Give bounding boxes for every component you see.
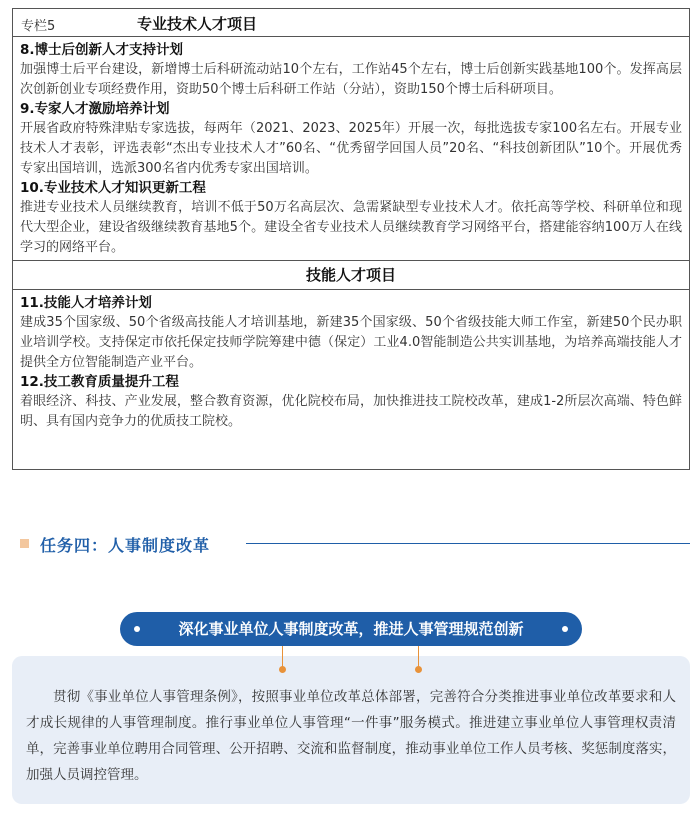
divider: [246, 543, 690, 544]
task-title: 任务四：人事制度改革: [40, 536, 211, 555]
skill-section-title: 技能人才项目: [13, 260, 689, 290]
item-body: 推进专业技术人员继续教育，培训不低于50万名高层次、急需紧缺型专业技术人才。依托高等学校、科研单位和现代大型企业，建设省级继续教育基地5个。建设全省专业技术人员继续教育学习网络平台，搭建能容纳100万人在线学习的网络平台。: [20, 200, 682, 255]
item-body: 开展省政府特殊津贴专家选拔，每两年（2021、2023、2025年）开展一次，每批选拔专家100名左右。开展专业技术人才表彰，评选表彰“杰出专业技术人才”60名、“优秀留学回国人员”20名、“科技创新团队”10个。开展优秀专家出国培训，选派300名省内优秀专家出国培训。: [20, 121, 682, 176]
list-item: [20, 41, 682, 100]
list-item: [20, 373, 682, 432]
task-heading: [20, 531, 690, 557]
list-item: [20, 179, 682, 258]
list-item: [20, 294, 682, 373]
dot-icon: [134, 626, 140, 632]
item-body: 着眼经济、科技、产业发展，整合教育资源，优化院校布局，加快推进技工院校改革，建成1-2所层次高端、特色鲜明、具有国内竞争力的优质技工院校。: [20, 394, 682, 429]
item-heading: 8.博士后创新人才支持计划: [20, 42, 184, 58]
panel-header: [13, 9, 689, 37]
connector-line: [418, 646, 419, 668]
banner-text: 深化事业单位人事制度改革，推进人事管理规范创新: [178, 620, 524, 638]
item-heading: 11.技能人才培养计划: [20, 295, 152, 311]
panel-title: 专业技术人才项目: [137, 15, 258, 33]
item-body: 建成35个国家级、50个省级高技能人才培训基地，新建35个国家级、50个省级技能大师工作室，新建50个民办职业培训学校。支持保定市依托保定技师学院筹建中德（保定）工业4.0智能制造公共实训基地，为培养高端技能人才提供全方位智能制造产业平台。: [20, 315, 682, 370]
card-text: 贯彻《事业单位人事管理条例》，按照事业单位改革总体部署，完善符合分类推进事业单位改革要求和人才成长规律的人事管理制度。推行事业单位人事管理“一件事”服务模式。推进建立事业单位人事管理权责清单，完善事业单位聘用合同管理、公开招聘、交流和监督制度，推动事业单位工作人员考核、奖惩制度落实，加强人员调控管理。: [26, 689, 676, 783]
talent-projects-panel: [12, 8, 690, 470]
skill-items: [13, 290, 689, 432]
item-body: 加强博士后平台建设，新增博士后科研流动站10个左右，工作站45个左右，博士后创新实践基地100个。发挥高层次创新创业专项经费作用，资助50个博士后科研工作站（分站），资助150个博士后科研项目。: [20, 62, 682, 97]
reform-card: [12, 656, 690, 804]
square-bullet-icon: [20, 539, 29, 548]
banner-pill: [120, 612, 582, 646]
connector-line: [282, 646, 283, 668]
column-label: 专栏5: [21, 19, 56, 34]
connector-dot-icon: [279, 666, 286, 673]
item-heading: 12.技工教育质量提升工程: [20, 374, 179, 390]
item-heading: 10.专业技术人才知识更新工程: [20, 180, 206, 196]
item-heading: 9.专家人才激励培养计划: [20, 101, 170, 117]
connector-dot-icon: [415, 666, 422, 673]
list-item: [20, 100, 682, 179]
dot-icon: [562, 626, 568, 632]
professional-items: [13, 37, 689, 258]
